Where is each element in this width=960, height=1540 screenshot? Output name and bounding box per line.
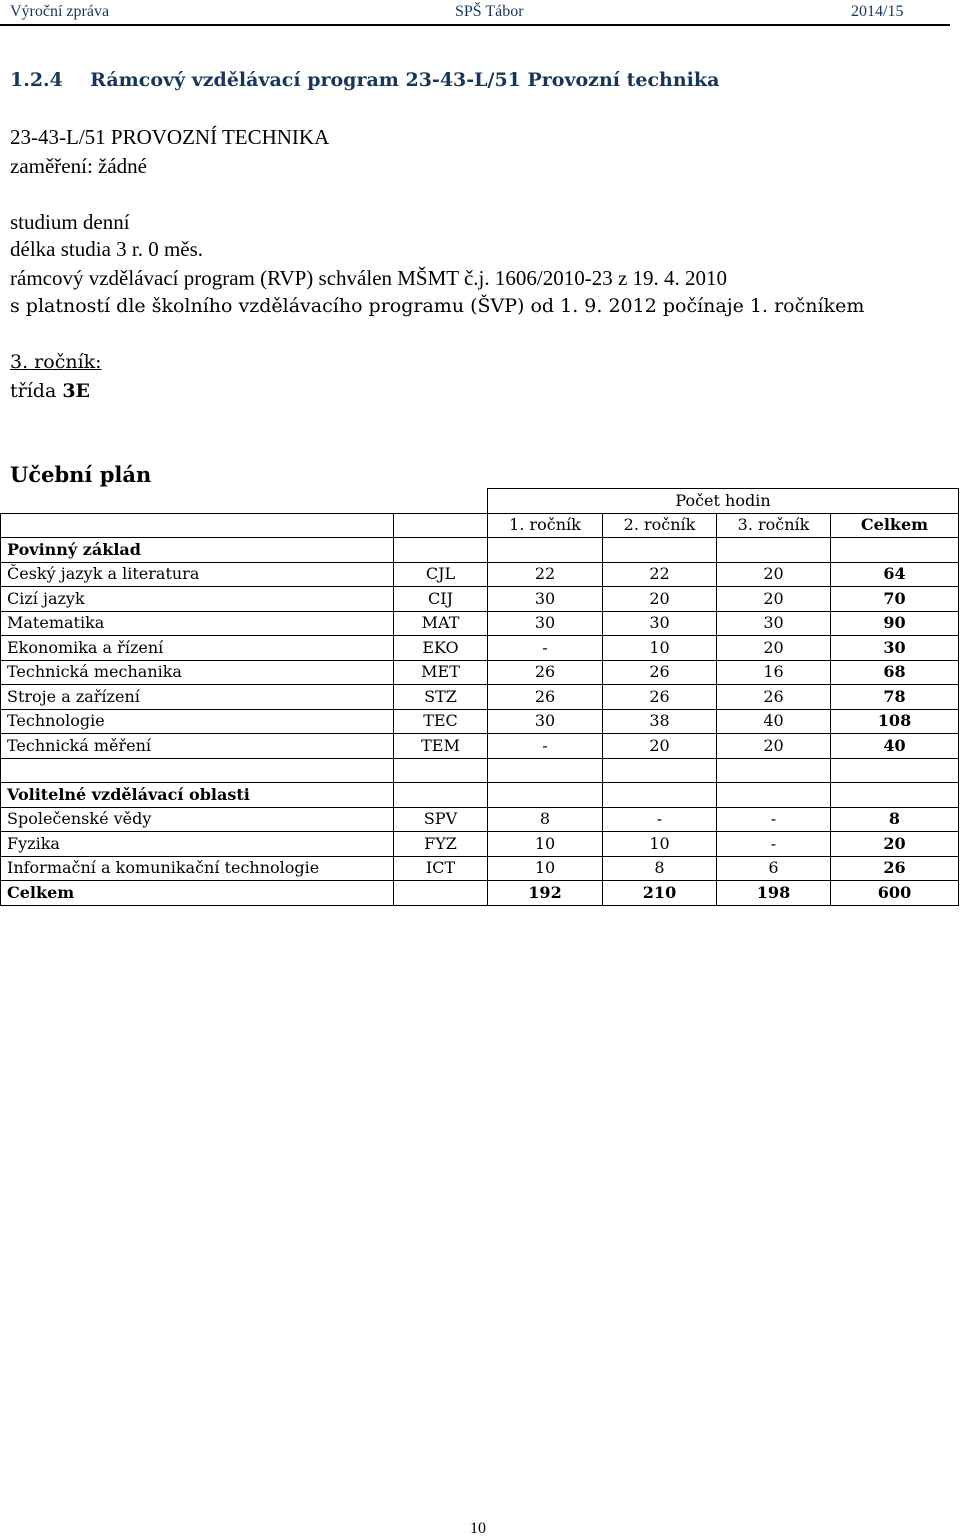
hours-total: 40 (831, 734, 959, 759)
hours-year-2: 20 (603, 587, 717, 612)
hours-total: 68 (831, 660, 959, 685)
hours-year-1: - (488, 734, 603, 759)
hours-total: 108 (831, 709, 959, 734)
subject-code: EKO (394, 636, 488, 661)
mandatory-section-row (1, 538, 959, 563)
subject-name: Matematika (1, 611, 394, 636)
subject-code: MAT (394, 611, 488, 636)
subject-name: Fyzika (1, 832, 394, 857)
subject-name: Informační a komunikační technologie (1, 856, 394, 881)
mandatory-subject-row (1, 660, 959, 685)
svp-validity: s platností dle školního vzdělávacího programu (ŠVP) od 1. 9. 2012 počínaje 1. ročníkem (10, 295, 865, 317)
hours-total: 8 (831, 807, 959, 832)
hours-total: 70 (831, 587, 959, 612)
hours-total: 78 (831, 685, 959, 710)
section-title: Rámcový vzdělávací program 23-43-L/51 Provozní technika (90, 69, 720, 91)
header-report-title: Výroční zpráva (10, 3, 110, 20)
subject-code: SPV (394, 807, 488, 832)
total-year-2: 210 (603, 881, 717, 906)
page-number: 10 (470, 1520, 486, 1537)
elective-subject-row (1, 832, 959, 857)
subject-code: CIJ (394, 587, 488, 612)
class-name: 3E (62, 380, 91, 402)
elective-subject-row (1, 807, 959, 832)
elective-rows (1, 807, 959, 881)
subject-code: FYZ (394, 832, 488, 857)
elective-section-row (1, 783, 959, 808)
hours-year-1: - (488, 636, 603, 661)
mandatory-subject-row (1, 709, 959, 734)
spacer-row (1, 758, 959, 783)
mandatory-subject-row (1, 611, 959, 636)
hours-year-2: 38 (603, 709, 717, 734)
subject-code: CJL (394, 562, 488, 587)
class-prefix: třída (10, 380, 63, 402)
mandatory-subject-row (1, 587, 959, 612)
section-heading (10, 69, 719, 91)
col-year-1: 1. ročník (488, 513, 603, 538)
col-total: Celkem (831, 513, 959, 538)
hours-year-3: - (717, 832, 831, 857)
hours-year-3: 40 (717, 709, 831, 734)
class-line (10, 380, 90, 402)
hours-year-3: 20 (717, 562, 831, 587)
curriculum-table (0, 488, 959, 906)
hours-year-2: 10 (603, 832, 717, 857)
hours-total: 30 (831, 636, 959, 661)
rvp-approval: rámcový vzdělávací program (RVP) schválen MŠMT č.j. 1606/2010-23 z 19. 4. 2010 (10, 266, 728, 290)
hours-year-3: 20 (717, 734, 831, 759)
mandatory-subject-row (1, 562, 959, 587)
hours-year-2: 26 (603, 685, 717, 710)
subject-name: Ekonomika a řízení (1, 636, 394, 661)
hours-year-1: 10 (488, 856, 603, 881)
table-header-row-hours (1, 489, 959, 514)
subject-name: Technologie (1, 709, 394, 734)
study-mode: studium denní (10, 210, 130, 234)
subject-name: Český jazyk a literatura (1, 562, 394, 587)
total-label: Celkem (1, 881, 394, 906)
program-focus: zaměření: žádné (10, 154, 147, 178)
elective-subject-row (1, 856, 959, 881)
col-year-2: 2. ročník (603, 513, 717, 538)
hours-year-3: 16 (717, 660, 831, 685)
total-row (1, 881, 959, 906)
mandatory-subject-row (1, 685, 959, 710)
total-all: 600 (831, 881, 959, 906)
hours-year-1: 26 (488, 660, 603, 685)
subject-name: Stroje a zařízení (1, 685, 394, 710)
hours-year-2: 10 (603, 636, 717, 661)
hours-year-1: 10 (488, 832, 603, 857)
subject-name: Cizí jazyk (1, 587, 394, 612)
header-school-year: 2014/15 (851, 3, 904, 20)
hours-header: Počet hodin (488, 489, 959, 514)
program-name: 23-43-L/51 PROVOZNÍ TECHNIKA (10, 125, 330, 149)
hours-year-2: 22 (603, 562, 717, 587)
subject-name: Technická měření (1, 734, 394, 759)
subject-code: MET (394, 660, 488, 685)
subject-code: STZ (394, 685, 488, 710)
hours-year-3: 30 (717, 611, 831, 636)
hours-year-3: - (717, 807, 831, 832)
hours-total: 90 (831, 611, 959, 636)
plan-title: Učební plán (10, 462, 152, 487)
hours-year-3: 26 (717, 685, 831, 710)
mandatory-label: Povinný základ (1, 538, 394, 563)
elective-label: Volitelné vzdělávací oblasti (1, 783, 394, 808)
hours-year-1: 8 (488, 807, 603, 832)
col-year-3: 3. ročník (717, 513, 831, 538)
section-number: 1.2.4 (10, 69, 63, 91)
hours-year-2: 30 (603, 611, 717, 636)
subject-name: Technická mechanika (1, 660, 394, 685)
header-divider (0, 24, 950, 26)
hours-year-3: 20 (717, 587, 831, 612)
subject-code: TEM (394, 734, 488, 759)
mandatory-subject-row (1, 734, 959, 759)
hours-year-2: 8 (603, 856, 717, 881)
hours-year-1: 30 (488, 587, 603, 612)
hours-total: 64 (831, 562, 959, 587)
hours-year-1: 26 (488, 685, 603, 710)
total-year-3: 198 (717, 881, 831, 906)
subject-code: ICT (394, 856, 488, 881)
hours-year-1: 30 (488, 611, 603, 636)
hours-year-3: 20 (717, 636, 831, 661)
hours-year-2: 26 (603, 660, 717, 685)
header-school-name: SPŠ Tábor (455, 3, 524, 20)
total-year-1: 192 (488, 881, 603, 906)
study-duration: délka studia 3 r. 0 měs. (10, 237, 204, 261)
mandatory-rows (1, 562, 959, 758)
hours-year-2: - (603, 807, 717, 832)
hours-year-1: 30 (488, 709, 603, 734)
mandatory-subject-row (1, 636, 959, 661)
subject-name: Společenské vědy (1, 807, 394, 832)
grade-label: 3. ročník: (10, 351, 102, 373)
hours-year-3: 6 (717, 856, 831, 881)
hours-total: 26 (831, 856, 959, 881)
table-header-row-years (1, 513, 959, 538)
subject-code: TEC (394, 709, 488, 734)
hours-total: 20 (831, 832, 959, 857)
hours-year-2: 20 (603, 734, 717, 759)
hours-year-1: 22 (488, 562, 603, 587)
